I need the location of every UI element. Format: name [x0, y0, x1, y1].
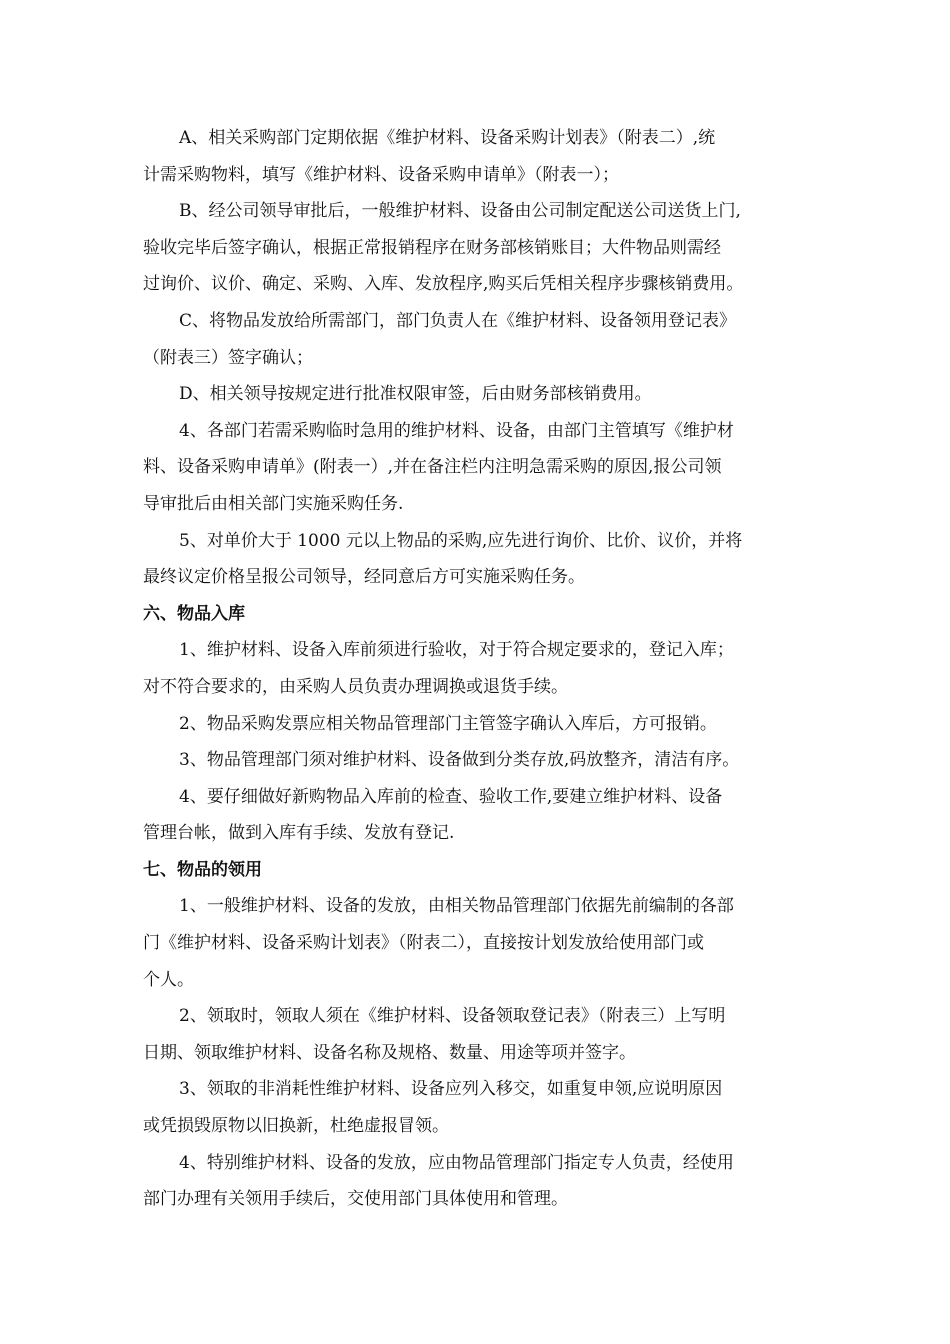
- paragraph: [143, 998, 815, 1071]
- paragraph: [143, 120, 815, 193]
- text-line: 个人。: [143, 969, 194, 990]
- paragraph: [143, 706, 815, 743]
- section-heading: [143, 596, 815, 633]
- text-line: B、经公司领导审批后，一般维护材料、设备由公司制定配送公司送货上门,: [179, 201, 741, 222]
- text-line: A、相关采购部门定期依据《维护材料、设备采购计划表》（附表二）,统: [179, 128, 716, 148]
- text-line: 或凭损毁原物以旧换新，杜绝虚报冒领。: [143, 1116, 449, 1137]
- paragraph: [143, 523, 815, 596]
- text-line: 1、一般维护材料、设备的发放，由相关物品管理部门依据先前编制的各部: [179, 896, 734, 917]
- text-line: 3、物品管理部门须对维护材料、设备做到分类存放,码放整齐，清洁有序。: [179, 750, 740, 771]
- text-line: 过询价、议价、确定、采购、入库、发放程序,购买后凭相关程序步骤核销费用。: [143, 274, 744, 295]
- text-line: 3、领取的非消耗性维护材料、设备应列入移交，如重复申领,应说明原因: [179, 1079, 723, 1100]
- paragraph: [143, 413, 815, 523]
- text-line: 日期、领取维护材料、设备名称及规格、数量、用途等项并签字。: [143, 1042, 636, 1063]
- text-line: 5、对单价大于 1000 元以上物品的采购,应先进行询价、比价、议价，并将: [179, 530, 743, 551]
- text-line: 4、要仔细做好新购物品入库前的检查、验收工作,要建立维护材料、设备: [179, 786, 723, 807]
- text-line: 计需采购物料，填写《维护材料、设备采购申请单》（附表一）；: [143, 164, 619, 185]
- text-line: 料、设备采购申请单》(附表一）,并在备注栏内注明急需采购的原因,报公司领: [143, 457, 722, 478]
- section-heading: [143, 852, 815, 889]
- text-line: 2、领取时，领取人须在《维护材料、设备领取登记表》（附表三）上写明: [179, 1006, 726, 1027]
- paragraph: [143, 742, 815, 779]
- text-line: 4、特别维护材料、设备的发放，应由物品管理部门指定专人负责，经使用: [179, 1152, 734, 1173]
- paragraph: [143, 1071, 815, 1144]
- text-line: 2、物品采购发票应相关物品管理部门主管签字确认入库后，方可报销。: [179, 713, 717, 734]
- paragraph: [143, 376, 815, 413]
- paragraph: [143, 888, 815, 998]
- heading-text: 六、物品入库: [143, 603, 245, 624]
- text-line: 导审批后由相关部门实施采购任务.: [143, 493, 404, 514]
- heading-text: 七、物品的领用: [143, 859, 262, 880]
- text-line: 部门办理有关领用手续后，交使用部门具体使用和管理。: [143, 1189, 568, 1210]
- text-line: 1、维护材料、设备入库前须进行验收，对于符合规定要求的，登记入库；: [179, 640, 734, 661]
- text-line: 门《维护材料、设备采购计划表》（附表二），直接按计划发放给使用部门或: [143, 933, 704, 954]
- text-line: （附表三）签字确认；: [143, 347, 313, 368]
- text-line: 4、各部门若需采购临时急用的维护材料、设备，由部门主管填写《维护材: [179, 420, 734, 441]
- text-line: 管理台帐，做到入库有手续、发放有登记.: [143, 823, 455, 844]
- text-line: 最终议定价格呈报公司领导，经同意后方可实施采购任务。: [143, 567, 585, 588]
- paragraph: [143, 632, 815, 705]
- text-line: 验收完毕后签字确认，根据正常报销程序在财务部核销账目；大件物品则需经: [143, 237, 721, 258]
- text-line: D、相关领导按规定进行批准权限审签，后由财务部核销费用。: [179, 384, 652, 405]
- text-line: C、将物品发放给所需部门，部门负责人在《维护材料、设备领用登记表》: [179, 310, 737, 331]
- text-line: 对不符合要求的，由采购人员负责办理调换或退货手续。: [143, 676, 568, 697]
- paragraph: [143, 1145, 815, 1218]
- paragraph: [143, 779, 815, 852]
- paragraph: [143, 193, 815, 303]
- paragraph: [143, 303, 815, 376]
- document-body: [143, 120, 815, 1218]
